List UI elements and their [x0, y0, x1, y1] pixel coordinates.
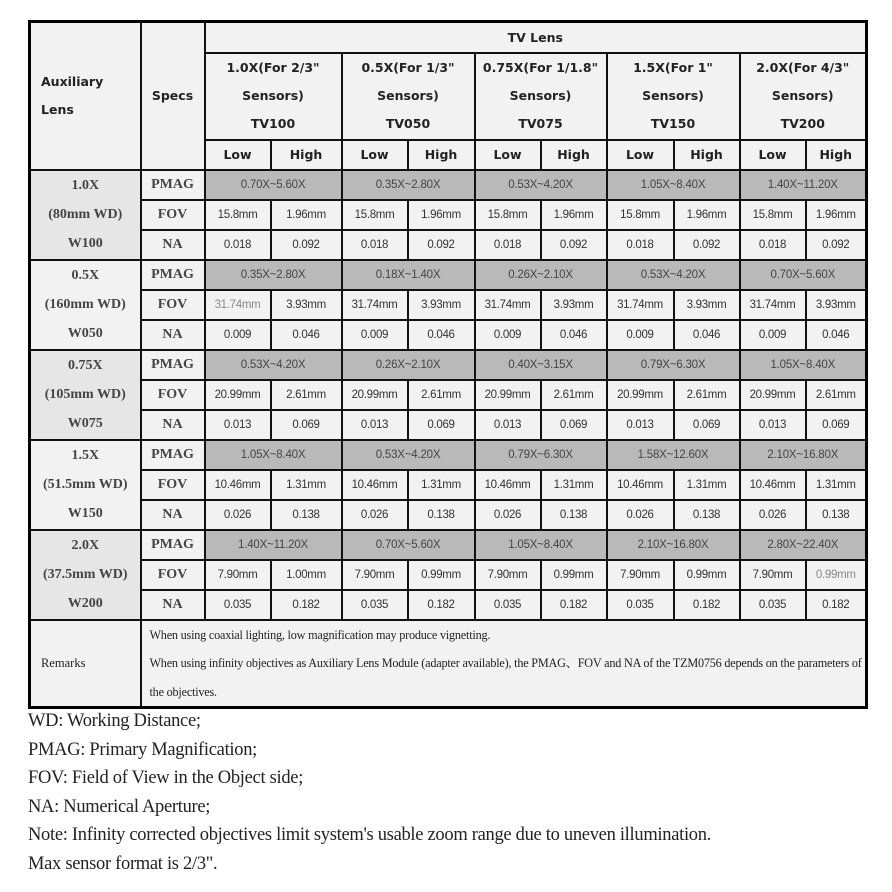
na-high-value: 0.138 [806, 500, 867, 530]
fov-label: FOV [141, 380, 205, 410]
auxiliary-lens-magnification: 2.0X [71, 538, 100, 553]
fov-low-value: 31.74mm [205, 290, 271, 320]
fov-low-value: 31.74mm [607, 290, 674, 320]
remark-line: When using infinity objectives as Auxiliary Lens Module (adapter available), the PMAG、FOV and NA of the TZM0756 depends on the parameters of the objectives. [149, 656, 862, 699]
fov-high-value: 0.99mm [541, 560, 607, 590]
auxiliary-lens-magnification: 1.5X [71, 448, 100, 463]
na-low-value: 0.035 [342, 590, 408, 620]
pmag-value: 1.58X~12.60X [607, 440, 740, 470]
na-low-value: 0.009 [607, 320, 674, 350]
na-label: NA [141, 320, 205, 350]
na-low-value: 0.009 [205, 320, 271, 350]
na-low-value: 0.018 [475, 230, 541, 260]
tv-lens-sensor-text: Sensors) [642, 88, 704, 103]
pmag-row [30, 260, 867, 290]
fov-label: FOV [141, 470, 205, 500]
pmag-value: 2.10X~16.80X [740, 440, 867, 470]
note-line: WD: Working Distance; [28, 711, 201, 731]
fov-high-value: 1.96mm [408, 200, 475, 230]
na-row [30, 320, 867, 350]
pmag-label: PMAG [141, 440, 205, 470]
fov-low-value: 10.46mm [475, 470, 541, 500]
high-header: High [271, 140, 342, 170]
pmag-label: PMAG [141, 260, 205, 290]
na-high-value: 0.069 [541, 410, 607, 440]
na-high-value: 0.046 [271, 320, 342, 350]
auxiliary-lens-cell [30, 440, 141, 530]
fov-low-value: 20.99mm [740, 380, 806, 410]
pmag-label: PMAG [141, 530, 205, 560]
fov-high-value: 1.31mm [541, 470, 607, 500]
fov-high-value: 3.93mm [674, 290, 740, 320]
na-high-value: 0.092 [271, 230, 342, 260]
fov-label: FOV [141, 200, 205, 230]
fov-high-value: 1.31mm [674, 470, 740, 500]
pmag-value: 0.26X~2.10X [342, 350, 475, 380]
note-line: Note: Infinity corrected objectives limit system's usable zoom range due to uneven illumination. [28, 825, 712, 845]
low-header: Low [607, 140, 674, 170]
na-label: NA [141, 590, 205, 620]
tv-lens-column-header [607, 53, 740, 140]
na-low-value: 0.013 [342, 410, 408, 440]
low-header: Low [475, 140, 541, 170]
na-low-value: 0.018 [740, 230, 806, 260]
tv-lens-sensor-text: Sensors) [771, 88, 834, 103]
auxiliary-lens-cell [30, 530, 141, 620]
fov-low-value: 31.74mm [740, 290, 806, 320]
na-high-value: 0.092 [674, 230, 740, 260]
fov-high-value: 2.61mm [271, 380, 342, 410]
fov-high-value: 3.93mm [541, 290, 607, 320]
fov-low-value: 7.90mm [475, 560, 541, 590]
high-header: High [674, 140, 740, 170]
fov-low-value: 10.46mm [740, 470, 806, 500]
low-header: Low [205, 140, 271, 170]
pmag-value: 2.10X~16.80X [607, 530, 740, 560]
fov-high-value: 1.31mm [408, 470, 475, 500]
na-label: NA [141, 410, 205, 440]
pmag-value: 1.05X~8.40X [475, 530, 607, 560]
auxiliary-lens-model: W050 [67, 326, 103, 341]
pmag-value: 0.53X~4.20X [342, 440, 475, 470]
tv-lens-column-header [740, 53, 867, 140]
pmag-value: 1.40X~11.20X [205, 530, 342, 560]
fov-low-value: 15.8mm [607, 200, 674, 230]
pmag-label: PMAG [141, 170, 205, 200]
fov-label: FOV [141, 290, 205, 320]
pmag-value: 0.40X~3.15X [475, 350, 607, 380]
fov-low-value: 15.8mm [740, 200, 806, 230]
na-low-value: 0.018 [205, 230, 271, 260]
high-header: High [541, 140, 607, 170]
pmag-value: 0.79X~6.30X [475, 440, 607, 470]
auxiliary-lens-header: Auxiliary Lens [30, 22, 141, 170]
tv-lens-column-header [475, 53, 607, 140]
fov-high-value: 0.99mm [408, 560, 475, 590]
na-high-value: 0.138 [408, 500, 475, 530]
pmag-row [30, 530, 867, 560]
tv-lens-model: TV200 [780, 116, 825, 131]
fov-low-value: 15.8mm [342, 200, 408, 230]
pmag-value: 0.70X~5.60X [740, 260, 867, 290]
fov-row [30, 200, 867, 230]
fov-high-value: 1.96mm [806, 200, 867, 230]
na-low-value: 0.035 [475, 590, 541, 620]
pmag-value: 0.53X~4.20X [205, 350, 342, 380]
note-line: PMAG: Primary Magnification; [28, 739, 257, 760]
working-distance: (80mm WD) [48, 207, 123, 222]
fov-high-value: 1.31mm [806, 470, 867, 500]
fov-row [30, 470, 867, 500]
tv-lens-sensor-text: Sensors) [509, 88, 572, 103]
fov-high-value: 1.96mm [674, 200, 740, 230]
na-high-value: 0.092 [806, 230, 867, 260]
fov-high-value: 2.61mm [541, 380, 607, 410]
pmag-row [30, 440, 867, 470]
fov-high-value: 0.99mm [674, 560, 740, 590]
na-high-value: 0.138 [541, 500, 607, 530]
fov-high-value: 1.00mm [271, 560, 342, 590]
tv-lens-sensor-text: Sensors) [242, 88, 304, 103]
pmag-value: 0.18X~1.40X [342, 260, 475, 290]
specs-header: Specs [141, 22, 205, 170]
fov-low-value: 20.99mm [475, 380, 541, 410]
pmag-value: 0.35X~2.80X [342, 170, 475, 200]
working-distance: (51.5mm WD) [42, 477, 128, 492]
na-high-value: 0.182 [408, 590, 475, 620]
fov-high-value: 1.31mm [271, 470, 342, 500]
tv-lens-column-header [342, 53, 475, 140]
fov-low-value: 20.99mm [205, 380, 271, 410]
tv-lens-model: TV100 [250, 116, 296, 131]
na-high-value: 0.182 [271, 590, 342, 620]
auxiliary-lens-model: W075 [67, 416, 103, 431]
fov-low-value: 7.90mm [740, 560, 806, 590]
na-low-value: 0.026 [342, 500, 408, 530]
high-header: High [806, 140, 867, 170]
na-high-value: 0.138 [674, 500, 740, 530]
na-low-value: 0.035 [740, 590, 806, 620]
remark-line: When using coaxial lighting, low magnification may produce vignetting. [149, 627, 491, 642]
na-low-value: 0.026 [607, 500, 674, 530]
pmag-value: 0.53X~4.20X [475, 170, 607, 200]
na-low-value: 0.009 [342, 320, 408, 350]
tv-lens-sensor-text: 2.0X(For 4/3" [756, 60, 850, 75]
pmag-value: 1.05X~8.40X [740, 350, 867, 380]
na-low-value: 0.026 [205, 500, 271, 530]
na-low-value: 0.009 [740, 320, 806, 350]
fov-high-value: 3.93mm [408, 290, 475, 320]
fov-low-value: 10.46mm [607, 470, 674, 500]
tv-lens-sensor-text: 0.75X(For 1/1.8" [482, 60, 599, 75]
working-distance: (160mm WD) [44, 297, 126, 312]
auxiliary-lens-magnification: 0.5X [71, 268, 100, 283]
tv-lens-sensor-text: 0.5X(For 1/3" [361, 60, 455, 75]
na-low-value: 0.018 [607, 230, 674, 260]
na-low-value: 0.013 [607, 410, 674, 440]
fov-low-value: 20.99mm [607, 380, 674, 410]
auxiliary-lens-cell [30, 260, 141, 350]
fov-low-value: 20.99mm [342, 380, 408, 410]
tv-lens-sensor-text: 1.5X(For 1" [633, 60, 713, 75]
pmag-row [30, 170, 867, 200]
pmag-value: 0.70X~5.60X [205, 170, 342, 200]
fov-high-value: 2.61mm [674, 380, 740, 410]
na-low-value: 0.013 [205, 410, 271, 440]
pmag-value: 1.40X~11.20X [740, 170, 867, 200]
na-low-value: 0.035 [607, 590, 674, 620]
fov-low-value: 7.90mm [607, 560, 674, 590]
low-header: Low [740, 140, 806, 170]
fov-high-value: 3.93mm [271, 290, 342, 320]
lens-spec-table [28, 20, 868, 709]
pmag-value: 0.35X~2.80X [205, 260, 342, 290]
na-high-value: 0.182 [806, 590, 867, 620]
working-distance: (37.5mm WD) [42, 567, 128, 582]
fov-low-value: 15.8mm [205, 200, 271, 230]
na-high-value: 0.069 [408, 410, 475, 440]
high-header: High [408, 140, 475, 170]
fov-high-value: 1.96mm [541, 200, 607, 230]
na-low-value: 0.026 [740, 500, 806, 530]
pmag-value: 2.80X~22.40X [740, 530, 867, 560]
na-row [30, 230, 867, 260]
auxiliary-lens-model: W100 [67, 236, 103, 251]
tv-lens-column-header [205, 53, 342, 140]
auxiliary-lens-cell [30, 350, 141, 440]
na-label: NA [141, 230, 205, 260]
na-high-value: 0.069 [674, 410, 740, 440]
tv-lens-model: TV050 [385, 116, 431, 131]
auxiliary-lens-model: W200 [67, 596, 103, 611]
auxiliary-lens-cell [30, 170, 141, 260]
na-high-value: 0.182 [674, 590, 740, 620]
na-low-value: 0.013 [740, 410, 806, 440]
tv-lens-header: TV Lens [205, 22, 867, 53]
fov-low-value: 10.46mm [205, 470, 271, 500]
auxiliary-lens-magnification: 1.0X [71, 178, 100, 193]
na-label: NA [141, 500, 205, 530]
fov-high-value: 1.96mm [271, 200, 342, 230]
na-high-value: 0.046 [674, 320, 740, 350]
pmag-label: PMAG [141, 350, 205, 380]
tv-lens-sensor-text: Sensors) [377, 88, 439, 103]
na-low-value: 0.035 [205, 590, 271, 620]
na-low-value: 0.026 [475, 500, 541, 530]
tv-lens-model: TV150 [650, 116, 696, 131]
fov-high-value: 2.61mm [408, 380, 475, 410]
fov-low-value: 15.8mm [475, 200, 541, 230]
pmag-value: 1.05X~8.40X [607, 170, 740, 200]
na-high-value: 0.069 [271, 410, 342, 440]
na-high-value: 0.092 [541, 230, 607, 260]
na-high-value: 0.069 [806, 410, 867, 440]
auxiliary-lens-magnification: 0.75X [67, 358, 103, 373]
tv-lens-sensor-text: 1.0X(For 2/3" [226, 60, 320, 75]
fov-low-value: 31.74mm [475, 290, 541, 320]
pmag-value: 0.26X~2.10X [475, 260, 607, 290]
fov-row [30, 560, 867, 590]
fov-high-value: 0.99mm [806, 560, 867, 590]
notes-list [28, 707, 711, 878]
note-line: NA: Numerical Aperture; [28, 796, 211, 817]
pmag-value: 0.70X~5.60X [342, 530, 475, 560]
na-high-value: 0.046 [541, 320, 607, 350]
na-high-value: 0.092 [408, 230, 475, 260]
remarks-label: Remarks [30, 620, 141, 708]
na-low-value: 0.018 [342, 230, 408, 260]
pmag-value: 0.79X~6.30X [607, 350, 740, 380]
fov-low-value: 7.90mm [342, 560, 408, 590]
na-low-value: 0.009 [475, 320, 541, 350]
na-high-value: 0.046 [408, 320, 475, 350]
note-line: Max sensor format is 2/3". [28, 853, 218, 874]
na-high-value: 0.138 [271, 500, 342, 530]
pmag-value: 0.53X~4.20X [607, 260, 740, 290]
fov-low-value: 31.74mm [342, 290, 408, 320]
fov-low-value: 7.90mm [205, 560, 271, 590]
working-distance: (105mm WD) [44, 387, 126, 402]
na-row [30, 410, 867, 440]
remarks-text [141, 620, 867, 708]
na-row [30, 500, 867, 530]
fov-row [30, 290, 867, 320]
fov-label: FOV [141, 560, 205, 590]
tv-lens-model: TV075 [518, 116, 563, 131]
fov-high-value: 2.61mm [806, 380, 867, 410]
low-header: Low [342, 140, 408, 170]
fov-low-value: 10.46mm [342, 470, 408, 500]
na-high-value: 0.046 [806, 320, 867, 350]
na-low-value: 0.013 [475, 410, 541, 440]
remarks-row [30, 620, 867, 708]
fov-high-value: 3.93mm [806, 290, 867, 320]
fov-row [30, 380, 867, 410]
pmag-value: 1.05X~8.40X [205, 440, 342, 470]
na-row [30, 590, 867, 620]
note-line: FOV: Field of View in the Object side; [28, 768, 304, 788]
pmag-row [30, 350, 867, 380]
na-high-value: 0.182 [541, 590, 607, 620]
auxiliary-lens-model: W150 [67, 506, 103, 521]
